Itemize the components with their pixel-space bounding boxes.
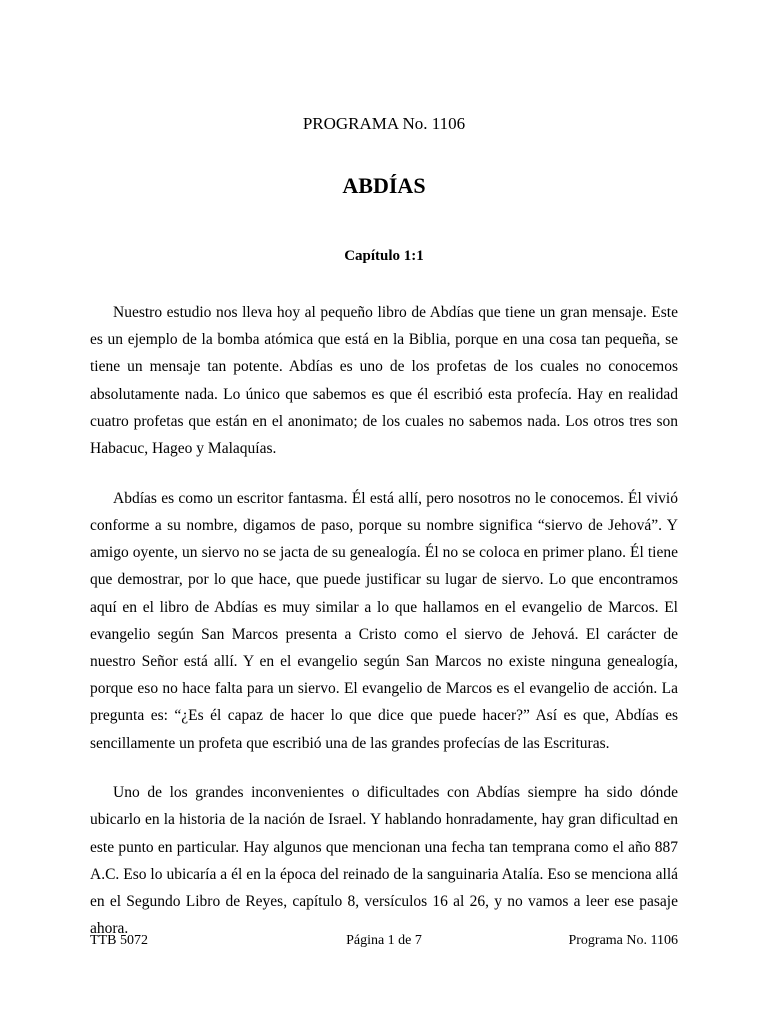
footer-page-number: Página 1 de 7 [346,933,422,948]
book-title: ABDÍAS [342,173,426,198]
body-text [90,299,678,965]
chapter-heading: Capítulo 1:1 [344,248,424,264]
paragraph-3: Uno de los grandes inconvenientes o dificultades con Abdías siempre ha sido dónde ubicarlo en la historia de la nación de Israel. Y hablando honradamente, hay gran dificultad en este punto en particular. Hay algunos que mencionan una fecha tan temprana como el año 887 A.C. Eso lo ubicaría a él en la época del reinado de la sanguinaria Atalía. Eso se menciona allá en el Segundo Libro de Reyes, capítulo 8, versículos 16 al 26, y no vamos a leer ese pasaje ahora. [90,784,678,938]
program-heading: PROGRAMA No. 1106 [302,114,466,133]
paragraph-2: Abdías es como un escritor fantasma. Él está allí, pero nosotros no le conocemos. Él vivió conforme a su nombre, digamos de paso, porque su nombre significa “siervo de Jehová”. Y amigo oyente, un siervo no se jacta de su genealogía. Él no se coloca en primer plano. Él tiene que demostrar, por lo que hace, que puede justificar su lugar de siervo. Lo que encontramos aquí en el libro de Abdías es muy similar a lo que hallamos en el evangelio de Marcos. El evangelio según San Marcos presenta a Cristo como el siervo de Jehová. El carácter de nuestro Señor está allí. Y en el evangelio según San Marcos no existe ninguna genealogía, porque eso no hace falta para un siervo. El evangelio de Marcos es el evangelio de acción. La pregunta es: “¿Es él capaz de hacer lo que dice que puede hacer?” Así es que, Abdías es sencillamente un profeta que escribió una de las grandes profecías de las Escrituras. [90,489,678,752]
paragraph-1: Nuestro estudio nos lleva hoy al pequeño libro de Abdías que tiene un gran mensaje. Este es un ejemplo de la bomba atómica que está en la Biblia, porque en una cosa tan pequeña, se tiene un mensaje tan potente. Abdías es uno de los profetas de los cuales no conocemos absolutamente nada. Lo único que sabemos es que él escribió esta profecía. Hay en realidad cuatro profetas que están en el anonimato; de los cuales no sabemos nada. Los otros tres son Habacuc, Hageo y Malaquías. [90,304,678,458]
footer-document-code: TTB 5072 [90,933,148,948]
page-footer [90,930,678,952]
footer-program-number: Programa No. 1106 [568,933,678,948]
